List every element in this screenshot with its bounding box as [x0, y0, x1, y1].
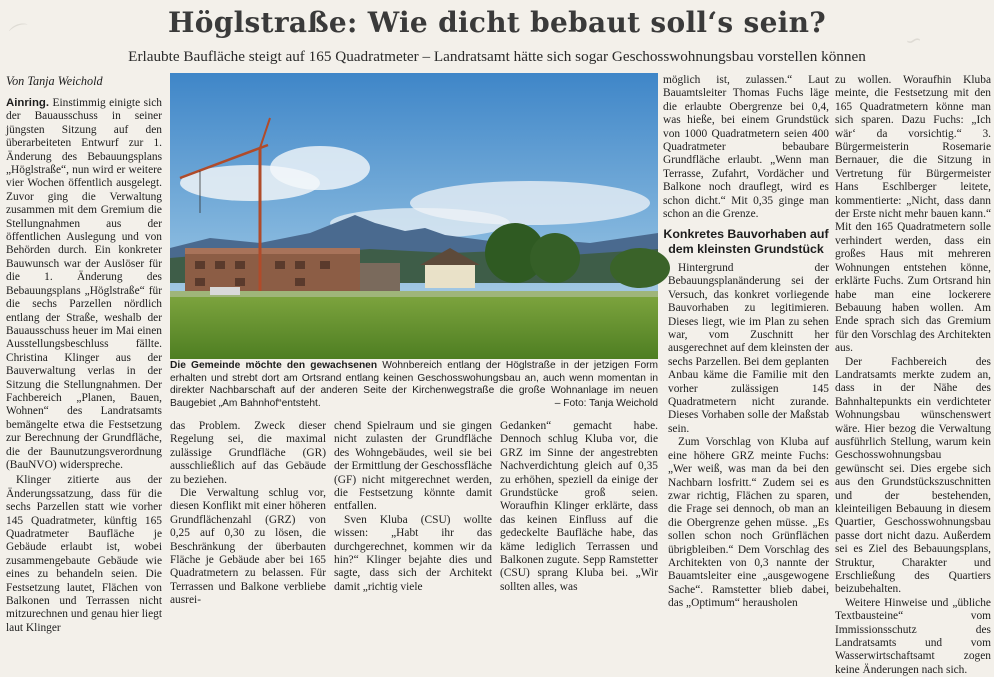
caption-lead: Die Gemeinde möchte den gewachsenen — [170, 360, 378, 371]
column-4-paragraph-top: möglich ist, zulassen.“ Laut Bauamtsleiter Thomas Fuchs läge die erlaubte Obergrenze bei 0,4, was hieße, bei einem Grundstück von 1000 Quadratmetern seien 400 Quadratmeter bebaubare Grundfläche erlaubt. „Wenn man Terrasse, Zufahrt, Vordächer und Balkone noch drauflegt, wird es schon dicht.“ Mit 0,35 ginge man schon an die Grenze. — [663, 74, 829, 221]
article-subheadline: Erlaubte Baufläche steigt auf 165 Quadratmeter – Landratsamt hätte sich sogar Geschosswohnungsbau vorstellen können — [128, 48, 866, 65]
column-3-paragraph-2: Sven Kluba (CSU) wollte wissen: „Habt ihr das durchgerechnet, kommen wir da hin?“ Klinger bejahte dies und sagte, dass sich der Architekt damit „richtig viele — [334, 513, 492, 593]
article-column-2 — [170, 420, 326, 607]
article-dateline: Ainring. — [6, 97, 50, 109]
article-column-4-top — [663, 74, 829, 224]
column-6-paragraph-2: Der Fachbereich des Landratsamts merkte zudem an, dass in der Nähe des Bahnhaltepunkts ein verdichteter Wohnungsbau wünschenswert wäre. Hier bezog die Verwaltung ausführlich Stellung, warum kein Geschosswohnungsbau gewünscht sei. Dies ergebe sich aus den Grundstückszuschnitten und der bestehenden, kleinteiligen Bebauung in diesem Quartier, Geschosswohnungsbau passe dort nicht dazu. Außerdem sei es Ziel des Bebauungsplans, Struktur, Charakter und Erschließung des Quartiers beizubehalten. — [835, 355, 991, 596]
column-4-paragraph-bottom: Gedanken“ gemacht habe. Dennoch schlug Kluba vor, die GRZ im Sinne der angestrebten Nachverdichtung gleich auf 0,35 zu erhöhen, speziell da einige der Grundstücke groß seien. Woraufhin Klinger erklärte, dass das keinen Einfluss auf die gedeckelte Baufläche habe, das käme lediglich Terrassen und Balkonen zugute. Sepp Ramstetter (CSU) sprang Kluba bei. „Wir sollten alles, was — [500, 420, 658, 593]
column-2-paragraph-1: das Problem. Zweck dieser Regelung sei, die maximal zulässige Grundfläche (GR) ausschließlich auf das Gebäude zu beziehen. — [170, 420, 326, 486]
article-headline: Höglstraße: Wie dicht bebaut soll‘s sein? — [168, 6, 826, 39]
article-column-1 — [6, 97, 162, 634]
article-column-5 — [668, 262, 829, 610]
column-6-paragraph-1: zu wollen. Woraufhin Kluba meinte, die Festsetzung mit den 165 Quadratmetern könne man sich sparen. Dazu Fuchs: „Ich wär‘ da vorsichtig.“ 3. Bürgermeisterin Rosemarie Bernauer, die die Sitzung in Vertretung für Bürgermeister Hans Eschlberger leitete, kommentierte: „Nicht, dass dann der Erste nicht mehr bauen kann.“ Mit den 165 Quadratmetern solle verhindert werden, dass ein großes Haus mit mehreren Wohnungen entstehen könne, erklärte Fuchs. Zum Ortsrand hin habe man eine lockerere Bebauung haben wollen. Am Ende sprach sich das Gremium für den Vorschlag des Architekten aus. — [835, 74, 991, 355]
article-byline: Von Tanja Weichold — [6, 74, 103, 88]
construction-site-photo — [170, 73, 658, 359]
article-photo — [170, 73, 658, 359]
paper-bleed-left: ⌒ — [7, 19, 35, 49]
photo-credit: – Foto: Tanja Weichold — [554, 397, 658, 409]
article-column-4-bottom — [500, 420, 658, 593]
column-5-paragraph-1: Hintergrund der Bebauungsplanänderung sei der Versuch, das konkret vorliegende Bauvorhaben zu legitimieren. Dieses liegt, wie im Plan zu sehen war, vom Zuschnitt her ausgerechnet auf dem kleinsten der sechs Parzellen. Bei dem geplanten Anbau käme die Familie mit den vorher zulässigen 145 Quadratmetern nicht zurande. Dieses Vorhaben solle der Maßstab sein. — [668, 262, 829, 435]
section-subheading: Konkretes Bauvorhaben auf dem kleinsten Grundstück — [663, 227, 829, 256]
column-2-paragraph-2: Die Verwaltung schlug vor, diesen Konflikt mit einer höheren Grundflächenzahl (GRZ) von 0,25 auf 0,30 zu lösen, die Beschränkung der überbauten Fläche je Gebäude aber bei 165 Quadratmetern zu belassen. Für Terrassen und Balkone verbliebe ausrei- — [170, 487, 326, 607]
column-6-paragraph-3: Weitere Hinweise und „übliche Textbausteine“ vom Immissionsschutz des Landratsamts und vom Wasserwirtschaftsamt zogen keine Änderungen nach sich. — [835, 596, 991, 676]
photo-caption — [170, 360, 658, 410]
paper-bleed-right: ∽ — [902, 26, 925, 54]
article-column-3 — [334, 420, 492, 593]
article-column-6 — [835, 74, 991, 676]
column-5-paragraph-2: Zum Vorschlag von Kluba auf eine höhere GRZ meinte Fuchs: „Wer weiß, was man da bei den Nachbarn losfritt.“ Zudem sei es zwar richtig, Flächen zu sparen, die Frage sei dennoch, ob man an die Obergrenze gehen müsse. „Es sollen schon noch Grünflächen übrigbleiben.“ Dem Vorschlag des Architekten von 0,3 nannte der Bauamtsleiter eine „ausgewogene Sache“. Ramstetter blieb dabei, das „Optimum“ herausholen — [668, 436, 829, 610]
caption-text: Wohnbereich entlang der Höglstraße in der jetzigen Form erhalten und strebt dort am Ortsrand entlang keinen Geschosswohungsbau an, auch wenn momentan in direkter Nachbarschaft auf der anderen Seite der Kirchenwegstraße die große Wohnanlage im neuen Baugebiet „Am Bahnhof“entsteht. — [170, 360, 658, 409]
column-1-paragraph-1: Ainring. Einstimmig einigte sich der Bauausschuss in seiner jüngsten Sitzung auf den überarbeiteten Entwurf zur 1. Änderung des Bebauungsplans „Höglstraße“, nun wird er weitere vier Wochen öffentlich ausgelegt. Zuvor ging die Verwaltung zusammen mit dem Gremium die Stellungnahmen aus der öffentlichen Auslegung und von Behörden durch. Ein konkreter Bauwunsch war der Auslöser für die 1. Änderung des Bebauungsplans „Höglstraße“ für die sechs Parzellen nördlich entlang der Straße, weshalb der Bauausschuss heuer im Mai einen Ausstellungsbeschluss fällte. Christina Klinger aus der Bauverwaltung verlas in der Sitzung die Stellungnahmen. Der Fachbereich „Planen, Bauen, Wohnen“ des Landratsamts bemängelte etwa die Festsetzung zur Berechnung der Grundfläche, die der Baunutzungsverordnung (BauNVO) widerspreche. — [6, 97, 162, 471]
column-1-paragraph-2: Klinger zitierte aus der Änderungssatzung, dass für die sechs Parzellen statt wie vorher 145 Quadratmeter, künftig 165 Quadratmeter Baufläche je Gebäude erlaubt ist, wobei zusammengebaute Gebäude wie eines zu behandeln seien. Die Festsetzung lautet, Flächen von Balkonen und Terrassen nicht mitzurechnen und genau hier liegt laut Klinger — [6, 474, 162, 634]
column-3-paragraph-1: chend Spielraum und sie gingen nicht zulasten der Grundfläche des Wohngebäudes, weil sie bei der Ermittlung der Geschossfläche (GF) nicht mitgerechnet werden, die Festsetzung könnte damit entfallen. — [334, 420, 492, 513]
